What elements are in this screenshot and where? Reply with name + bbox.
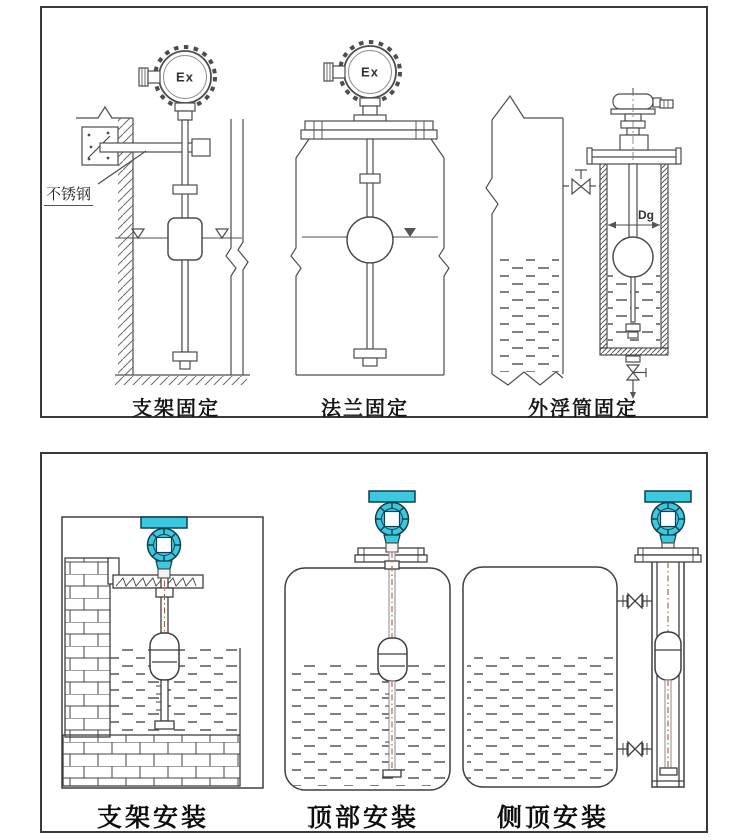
- float-body: [150, 633, 179, 680]
- bracket-install-drawing: [62, 517, 263, 788]
- top-panel: [40, 6, 708, 418]
- caption-bracket-install: 支架安装: [96, 804, 210, 832]
- float-body: [655, 632, 681, 680]
- water-level-mark: [404, 228, 416, 237]
- brick-floor: [63, 735, 240, 786]
- tank-liquid: [497, 258, 559, 372]
- top-install-drawing: [285, 491, 450, 790]
- ex-marking-2: Ex: [361, 64, 379, 80]
- transmitter-head-cyan-3: [645, 491, 691, 552]
- caption-top-install: 顶部安装: [306, 804, 420, 832]
- isolation-valve-top: [563, 170, 600, 194]
- caption-external-chamber-fixing: 外浮筒固定: [528, 398, 638, 420]
- float-body: [378, 638, 407, 681]
- water: [289, 660, 446, 786]
- brick-wall: [65, 558, 110, 737]
- caption-side-top-install: 侧顶安装: [496, 804, 610, 832]
- flange-fixing-drawing: [291, 42, 449, 375]
- caption-flange-fixing: 法兰固定: [321, 398, 409, 420]
- bottom-panel: [40, 452, 708, 833]
- transmitter-head-junction-box: [611, 88, 673, 150]
- connection-valve-bottom: [617, 742, 652, 756]
- stainless-steel-label: 不锈钢: [44, 183, 93, 206]
- caption-bracket-fixing: 支架固定: [132, 398, 220, 420]
- external-chamber-fixing-drawing: [486, 88, 681, 399]
- water: [467, 657, 613, 785]
- side-top-install-drawing: [463, 491, 701, 787]
- float-body: [168, 218, 202, 260]
- bottom-panel-figure: [42, 454, 706, 831]
- transmitter-head-cyan-2: [369, 491, 415, 552]
- ex-marking-1: Ex: [176, 69, 194, 85]
- connection-valve-top: [617, 594, 652, 608]
- float-ball: [347, 217, 393, 263]
- bracket-fixing-drawing: [76, 47, 250, 385]
- float-ball: [613, 237, 653, 277]
- dg-label: Dg: [638, 208, 654, 222]
